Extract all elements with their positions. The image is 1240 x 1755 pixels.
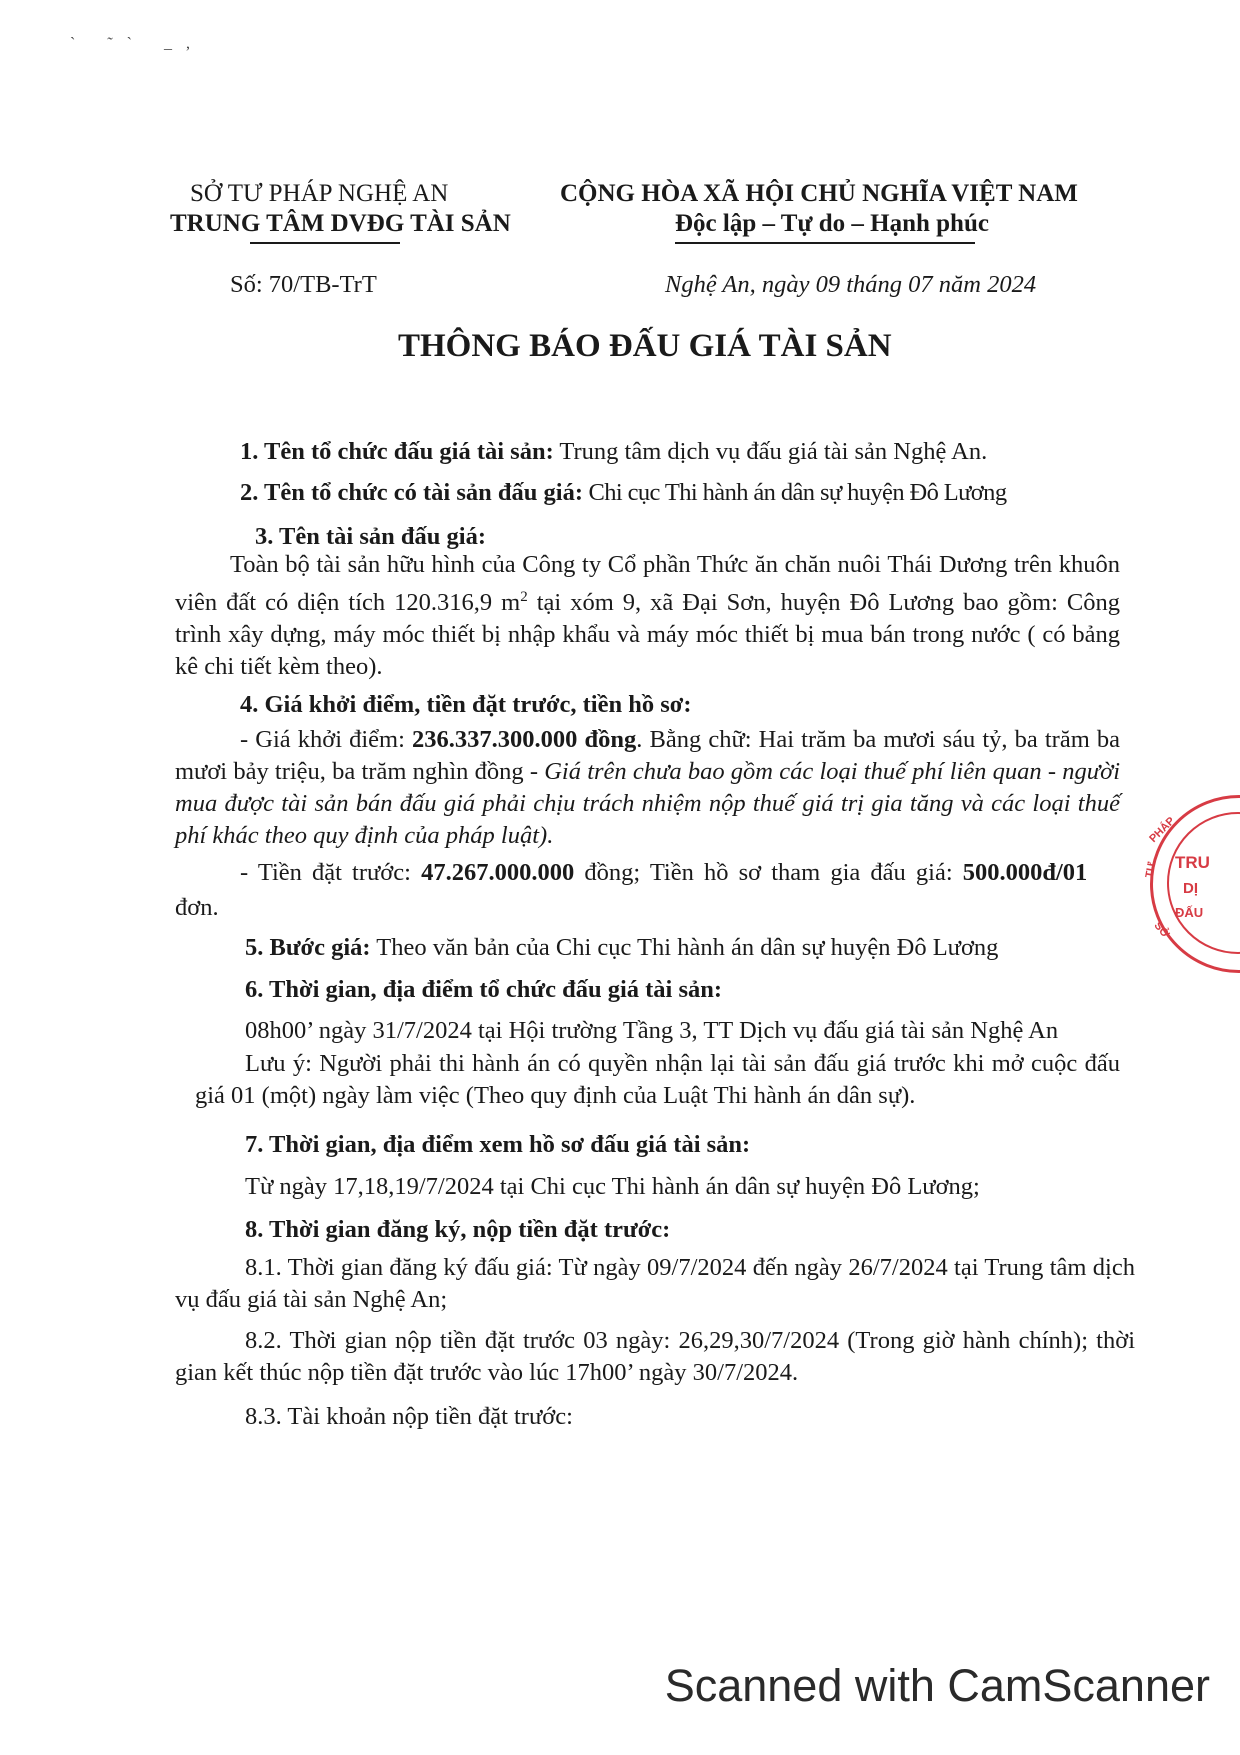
motto-underline — [675, 242, 975, 244]
section-2 — [240, 478, 1006, 508]
section-1 — [240, 437, 987, 467]
scanner-watermark: Scanned with CamScanner — [664, 1660, 1210, 1711]
starting-price-note: Giá trên chưa bao gồm các loại thuế phí liên quan - người mua được tài sản bán đấu giá phải chịu trách nhiệm nộp thuế giá trị gia tăng và các loại thuế phí khác theo quy định của pháp luật). — [175, 758, 1120, 849]
area-unit-superscript: 2 — [520, 589, 528, 605]
section-3-text — [175, 549, 1120, 683]
seal-text-6: SỞ — [1151, 919, 1172, 941]
section-2-label: 2. Tên tổ chức có tài sản đấu giá: — [240, 479, 583, 506]
seal-text-3: ĐẤU — [1175, 905, 1204, 920]
starting-price-paragraph — [175, 724, 1120, 852]
section-8-2-text: 8.2. Thời gian nộp tiền đặt trước 03 ngày: 26,29,30/7/2024 (Trong giờ hành chính); thời gian kết thúc nộp tiền đặt trước vào lúc 17h00’ ngày 30/7/2024. — [175, 1327, 1135, 1386]
seal-text-5: TƯ — [1143, 861, 1159, 879]
section-7-text: Từ ngày 17,18,19/7/2024 tại Chi cục Thi hành án dân sự huyện Đô Lương; — [245, 1173, 980, 1200]
section-8-3: 8.3. Tài khoản nộp tiền đặt trước: — [245, 1403, 573, 1430]
section-8-label: 8. Thời gian đăng ký, nộp tiền đặt trước: — [245, 1216, 671, 1243]
org-name-line2: TRUNG TÂM DVĐG TÀI SẢN — [170, 210, 511, 237]
deposit-amount: 47.267.000.000 — [421, 859, 575, 886]
nation-title: CỘNG HÒA XÃ HỘI CHỦ NGHĨA VIỆT NAM — [560, 180, 1078, 207]
scan-specks: ` ˜` _, — [70, 35, 204, 52]
seal-text-1: TRU — [1175, 853, 1210, 872]
starting-price-words: . Bằng chữ: Hai trăm ba mươi sáu tỷ, ba trăm ba mươi bảy triệu, ba trăm nghìn đồng - — [175, 726, 1121, 785]
section-3-text-b: tại xóm 9, xã Đại Sơn, huyện Đô Lương bao gồm: Công trình xây dựng, máy móc thiết bị nhập khẩu và máy móc thiết bị mua bán trong nước ( có bảng kê chi tiết kèm theo). — [175, 589, 1120, 681]
deposit-line-end: đơn. — [175, 894, 219, 921]
deposit-prefix: - Tiền đặt trước: — [240, 859, 422, 886]
deposit-mid: đồng; Tiền hồ sơ tham gia đấu giá: — [574, 859, 963, 886]
section-3-text-a: Toàn bộ tài sản hữu hình của Công ty Cổ phần Thức ăn chăn nuôi Thái Dương trên khuôn viên đất có diện tích 120.316,9 m — [175, 551, 1120, 617]
section-3-label: 3. Tên tài sản đấu giá: — [255, 523, 486, 550]
section-5 — [245, 933, 998, 963]
org-underline — [250, 242, 400, 244]
auction-note-text: Lưu ý: Người phải thi hành án có quyền nhận lại tài sản đấu giá trước khi mở cuộc đấu giá 01 (một) ngày làm việc (Theo quy định của Luật Thi hành án dân sự). — [195, 1050, 1120, 1109]
section-7-label: 7. Thời gian, địa điểm xem hồ sơ đấu giá tài sản: — [245, 1131, 751, 1158]
document-number: Số: 70/TB-TrT — [230, 271, 377, 298]
starting-price-prefix: - Giá khởi điểm: — [240, 726, 413, 753]
section-8-1-text: 8.1. Thời gian đăng ký đấu giá: Từ ngày 09/7/2024 đến ngày 26/7/2024 tại Trung tâm dịch vụ đấu giá tài sản Nghệ An; — [175, 1254, 1135, 1313]
seal-text-2: DỊ — [1183, 880, 1198, 897]
section-8-1 — [175, 1252, 1135, 1316]
nation-motto: Độc lập – Tự do – Hạnh phúc — [675, 210, 989, 237]
seal-text-4: PHÁP — [1147, 814, 1178, 846]
section-8-2 — [175, 1325, 1135, 1389]
auction-time-place: 08h00’ ngày 31/7/2024 tại Hội trường Tầng 3, TT Dịch vụ đấu giá tài sản Nghệ An — [245, 1017, 1059, 1044]
document-title: THÔNG BÁO ĐẤU GIÁ TÀI SẢN — [398, 328, 892, 364]
starting-price-amount: 236.337.300.000 đồng — [412, 726, 637, 753]
application-fee: 500.000đ/01 — [962, 859, 1088, 886]
org-name-line1: SỞ TƯ PHÁP NGHỆ AN — [190, 180, 449, 207]
section-5-text: Theo văn bản của Chi cục Thi hành án dân sự huyện Đô Lương — [370, 934, 999, 961]
deposit-line — [240, 858, 1087, 888]
place-date: Nghệ An, ngày 09 tháng 07 năm 2024 — [665, 271, 1037, 298]
section-6-label: 6. Thời gian, địa điểm tổ chức đấu giá tài sản: — [245, 976, 723, 1003]
section-5-label: 5. Bước giá: — [245, 934, 371, 961]
section-4-label: 4. Giá khởi điểm, tiền đặt trước, tiền hồ sơ: — [240, 691, 692, 718]
section-1-label: 1. Tên tổ chức đấu giá tài sản: — [240, 438, 554, 465]
section-2-text: Chi cục Thi hành án dân sự huyện Đô Lương — [582, 479, 1007, 506]
seal-inner-ring — [1167, 812, 1240, 954]
official-seal — [1143, 795, 1240, 973]
auction-note — [195, 1048, 1120, 1112]
section-1-text: Trung tâm dịch vụ đấu giá tài sản Nghệ An. — [553, 438, 988, 465]
